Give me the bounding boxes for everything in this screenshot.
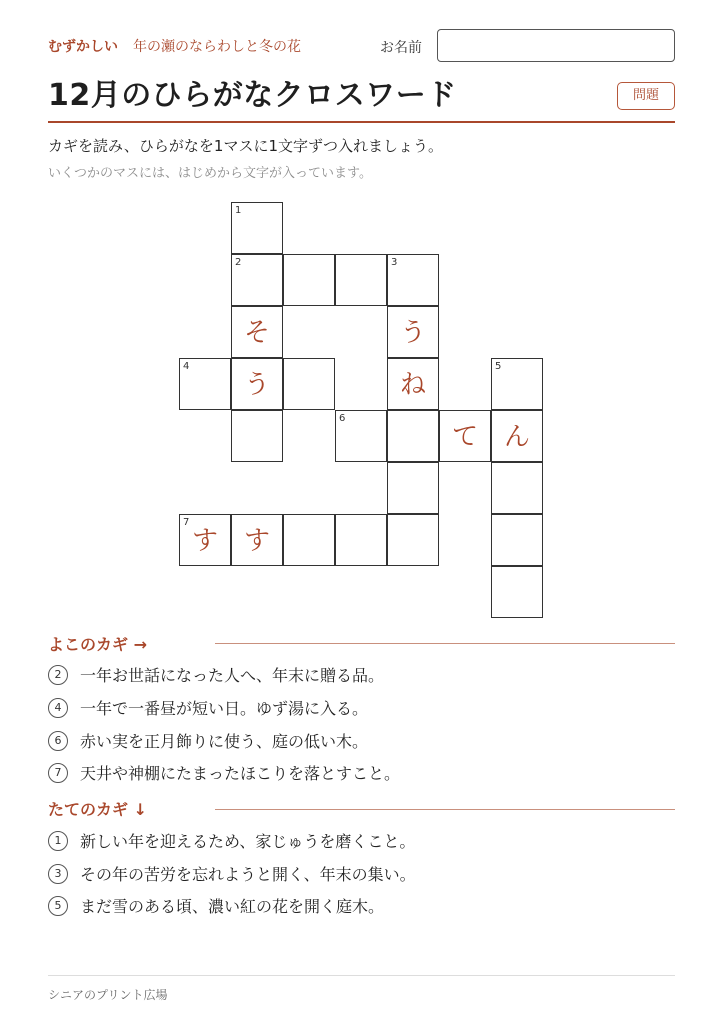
crossword-cell[interactable] (231, 358, 283, 410)
down-heading: たてのカギ ↓ (48, 800, 147, 819)
footer-brand: シニアのプリント広場 (48, 988, 168, 1002)
name-field[interactable] (437, 29, 675, 62)
across-clue (48, 696, 368, 718)
down-clue (48, 862, 416, 884)
down-clue (48, 894, 384, 916)
crossword-cell[interactable] (387, 410, 439, 462)
cell-number: 6 (339, 413, 346, 424)
cell-number: 3 (391, 257, 398, 268)
crossword-cell[interactable] (179, 358, 231, 410)
crossword-cell[interactable] (439, 410, 491, 462)
crossword-cell[interactable] (491, 358, 543, 410)
crossword-cell[interactable] (387, 306, 439, 358)
clue-text: 一年お世話になった人へ、年末に贈る品。 (80, 666, 385, 685)
crossword-cell[interactable] (283, 358, 335, 410)
crossword-cell[interactable] (335, 514, 387, 566)
given-letter: そ (243, 318, 270, 348)
clue-number: 5 (48, 896, 68, 916)
down-divider (215, 809, 675, 810)
clue-number: 1 (48, 831, 68, 851)
crossword-cell[interactable] (179, 514, 231, 566)
across-divider (215, 643, 675, 644)
given-letter: す (191, 526, 218, 556)
theme-subtitle: 年の瀬のならわしと冬の花 (133, 39, 301, 55)
crossword-cell[interactable] (387, 358, 439, 410)
given-letter: て (451, 422, 478, 452)
crossword-cell[interactable] (231, 306, 283, 358)
crossword-cell[interactable] (335, 410, 387, 462)
clue-text: その年の苦労を忘れようと開く、年末の集い。 (80, 865, 416, 884)
crossword-cell[interactable] (387, 462, 439, 514)
clue-number: 2 (48, 665, 68, 685)
clue-text: 天井や神棚にたまったほこりを落とすこと。 (80, 764, 401, 783)
crossword-cell[interactable] (387, 514, 439, 566)
across-heading: よこのカギ → (48, 635, 147, 654)
cell-number: 2 (235, 257, 242, 268)
given-letter: ん (503, 422, 530, 452)
cell-number: 4 (183, 361, 190, 372)
cell-number: 7 (183, 517, 190, 528)
clue-number: 7 (48, 763, 68, 783)
given-letter: う (399, 318, 426, 348)
clue-number: 4 (48, 698, 68, 718)
crossword-cell[interactable] (283, 514, 335, 566)
instruction-note: いくつかのマスには、はじめから文字が入っています。 (48, 166, 372, 181)
across-clue (48, 729, 368, 751)
crossword-cell[interactable] (283, 254, 335, 306)
clue-text: まだ雪のある頃、濃い紅の花を開く庭木。 (80, 897, 385, 916)
crossword-cell[interactable] (335, 254, 387, 306)
given-letter: ね (399, 370, 426, 400)
clue-text: 新しい年を迎えるため、家じゅうを磨くこと。 (80, 832, 416, 851)
across-clue (48, 761, 400, 783)
down-clue (48, 829, 415, 851)
crossword-cell[interactable] (231, 202, 283, 254)
crossword-cell[interactable] (491, 514, 543, 566)
clue-text: 一年で一番昼が短い日。ゆず湯に入る。 (80, 699, 369, 718)
clue-text: 赤い実を正月飾りに使う、庭の低い木。 (80, 732, 369, 751)
crossword-cell[interactable] (491, 462, 543, 514)
cell-number: 1 (235, 205, 242, 216)
across-clue (48, 663, 384, 685)
crossword-cell[interactable] (231, 254, 283, 306)
page-title: 12月のひらがなクロスワード (48, 78, 457, 113)
difficulty-label: むずかしい (48, 39, 118, 55)
crossword-cell[interactable] (491, 410, 543, 462)
footer-divider (48, 975, 675, 976)
clue-number: 6 (48, 731, 68, 751)
crossword-cell[interactable] (231, 410, 283, 462)
crossword-grid (179, 202, 545, 620)
cell-number: 5 (495, 361, 502, 372)
title-divider (48, 121, 675, 123)
name-label: お名前 (380, 40, 422, 56)
instruction-main: カギを読み、ひらがなを1マスに1文字ずつ入れましょう。 (48, 137, 443, 155)
given-letter: う (243, 370, 270, 400)
problem-badge: 問題 (617, 82, 675, 110)
given-letter: す (243, 526, 270, 556)
clue-number: 3 (48, 864, 68, 884)
crossword-cell[interactable] (491, 566, 543, 618)
crossword-cell[interactable] (387, 254, 439, 306)
crossword-cell[interactable] (231, 514, 283, 566)
